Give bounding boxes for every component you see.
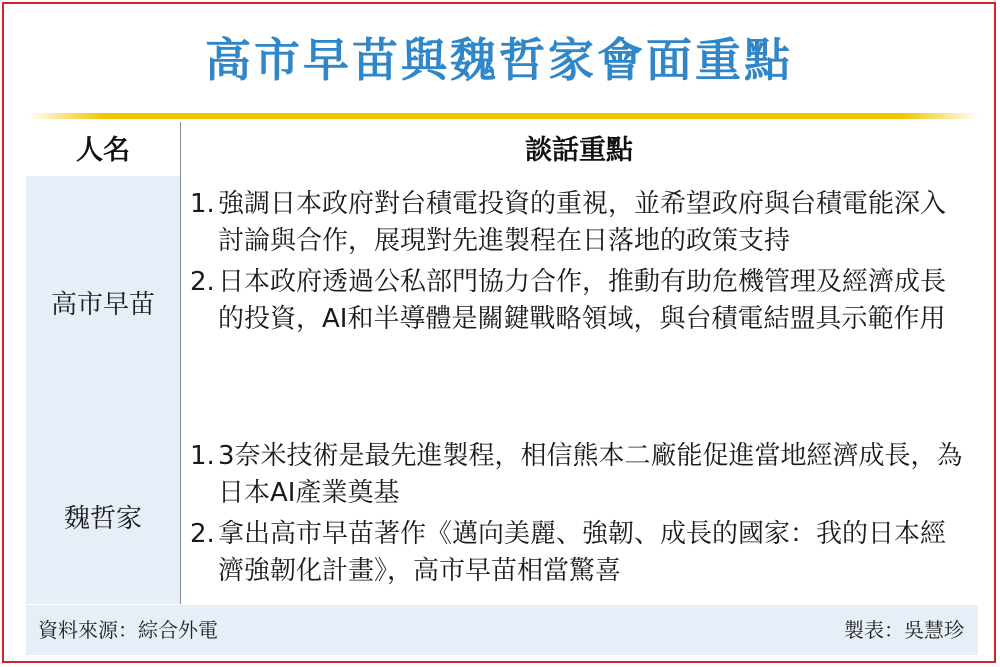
person-name-cell: 高市早苗 (26, 176, 180, 428)
point-number: 2. (190, 519, 215, 549)
point-item (190, 438, 970, 512)
points-cell (190, 438, 970, 594)
point-text: 日本政府透過公私部門協力合作，推動有助危機管理及經濟成長的投資，AI和半導體是關鍵戰略領域，與台積電結盟具示範作用 (218, 267, 947, 334)
table-row (26, 428, 978, 604)
point-item (190, 264, 970, 338)
table-header (26, 122, 978, 176)
infographic-frame (2, 2, 996, 663)
page-title: 高市早苗與魏哲家會面重點 (205, 33, 793, 87)
point-number: 1. (190, 189, 215, 219)
title-divider (28, 113, 978, 119)
point-number: 1. (190, 441, 215, 471)
person-name-cell: 魏哲家 (26, 428, 180, 604)
point-number: 2. (190, 267, 215, 297)
header-points: 談話重點 (525, 135, 633, 166)
point-text: 3奈米技術是最先進製程，相信熊本二廠能促進當地經濟成長，為日本AI產業奠基 (218, 441, 963, 508)
table-row (26, 176, 978, 428)
point-item (190, 186, 970, 260)
footer-bar (26, 605, 978, 655)
points-cell (190, 186, 970, 342)
maker-credit: 製表：吳慧珍 (844, 618, 964, 642)
point-text: 拿出高市早苗著作《邁向美麗、強韌、成長的國家：我的日本經濟強韌化計畫》，高市早苗相當驚喜 (218, 519, 947, 586)
column-divider (180, 122, 181, 604)
header-name: 人名 (76, 135, 130, 166)
point-text: 強調日本政府對台積電投資的重視，並希望政府與台積電能深入討論與合作，展現對先進製程在日落地的政策支持 (218, 189, 947, 256)
point-item (190, 516, 970, 590)
source-credit: 資料來源：綜合外電 (38, 618, 218, 642)
